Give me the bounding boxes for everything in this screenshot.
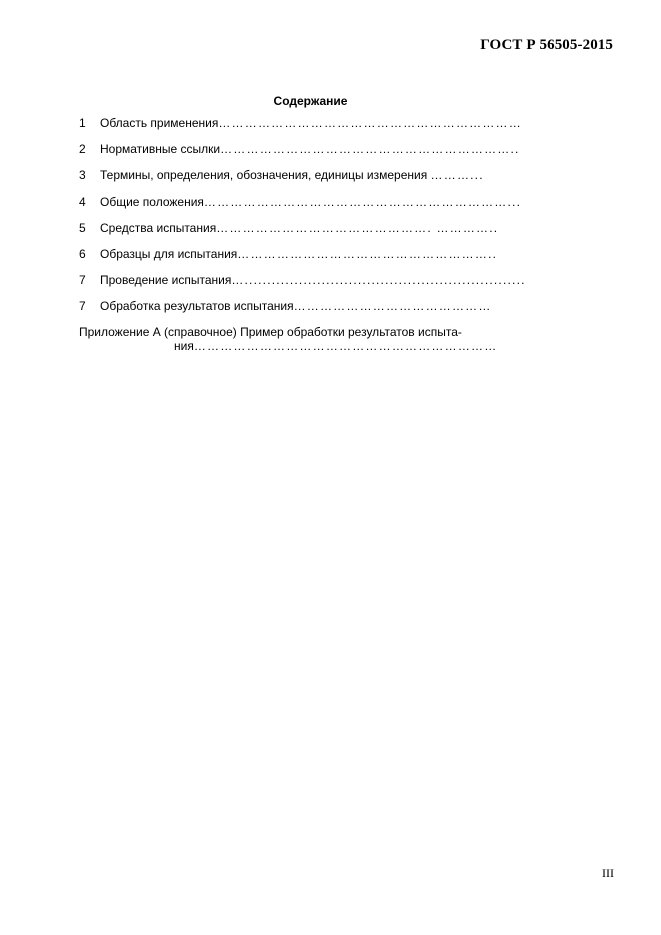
toc-item-label: Термины, определения, обозначения, единицы измерения	[100, 168, 431, 183]
toc-item[interactable]	[79, 220, 529, 246]
toc-item-number: 4	[79, 194, 86, 209]
toc-item[interactable]	[79, 194, 529, 220]
toc-item[interactable]	[79, 141, 529, 167]
toc-item[interactable]	[79, 246, 529, 272]
toc-leader-dots: ……………………………………………………………	[218, 116, 522, 130]
toc-leader-dots: …………………………………………. …………..	[216, 220, 499, 235]
toc-item-number: 7	[79, 299, 86, 314]
toc-appendix-item[interactable]	[79, 325, 529, 353]
toc-item-label: Средства испытания	[100, 220, 217, 235]
toc-leader-dots: …………………………………………………..	[237, 246, 498, 261]
toc-item-label: Образцы для испытания	[100, 246, 238, 261]
toc-item-number: 3	[79, 168, 86, 183]
toc-item-number: 5	[79, 220, 86, 235]
table-of-contents	[79, 115, 529, 353]
toc-leader-dots: ………………………………………	[293, 299, 492, 314]
toc-title	[0, 94, 661, 108]
standard-code-header: ГОСТ Р 56505-2015	[480, 37, 613, 53]
toc-item-label: Область применения	[100, 116, 219, 130]
toc-item[interactable]	[79, 115, 529, 141]
toc-item-number: 2	[79, 142, 86, 157]
toc-leader-dots: …………………………………………………………..	[220, 142, 520, 157]
toc-item-number: 7	[79, 273, 86, 288]
toc-item[interactable]	[79, 272, 529, 298]
toc-item-label: Нормативные ссылки	[100, 142, 221, 157]
page-number: III	[602, 866, 614, 880]
toc-appendix-label-cont: ния	[174, 338, 194, 353]
toc-item[interactable]	[79, 298, 529, 324]
toc-appendix-line2	[79, 339, 529, 353]
toc-leader-dots: ………...	[430, 168, 484, 183]
toc-item-number: 1	[79, 116, 86, 130]
toc-leader-dots: ……………………………………………………………...	[203, 194, 522, 209]
toc-title-text: Содержание	[273, 94, 348, 108]
toc-item[interactable]	[79, 167, 529, 193]
toc-leader-dots: ……………………………………………………………	[193, 338, 498, 353]
toc-item-number: 6	[79, 246, 86, 261]
toc-leader-dots: …..............................................................	[231, 273, 526, 288]
toc-item-label: Проведение испытания	[100, 273, 232, 288]
toc-appendix-line1: Приложение А (справочное) Пример обработки результатов испыта-	[79, 324, 462, 339]
toc-item-label: Общие положения	[100, 194, 204, 209]
toc-item-label: Обработка результатов испытания	[100, 299, 294, 314]
